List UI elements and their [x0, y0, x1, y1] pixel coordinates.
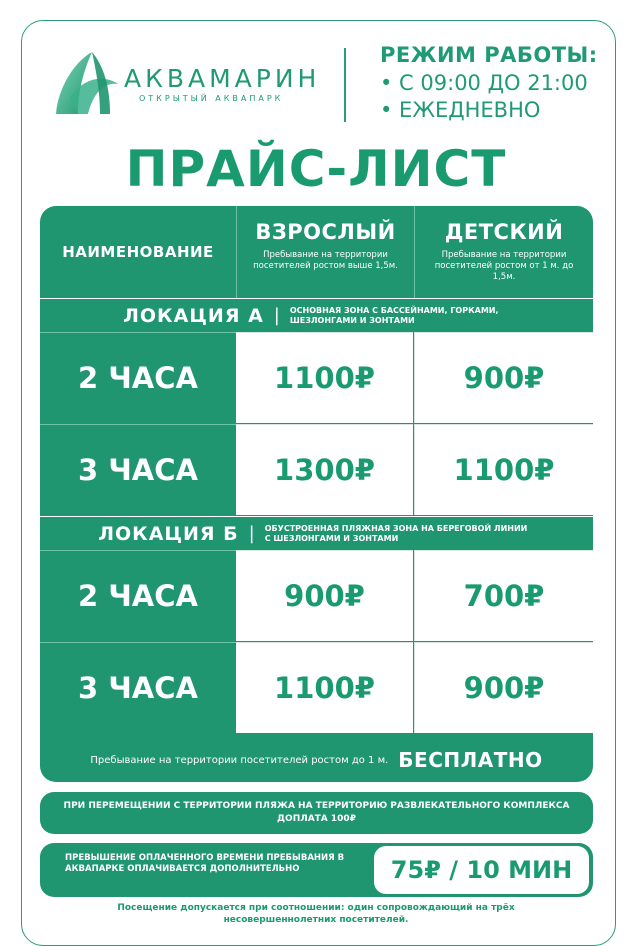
free-entry-note: Пребывание на территории посетителей ростом до 1 м. — [90, 754, 389, 766]
price-adult: 1100₽ — [236, 332, 413, 423]
overtime-text: ПРЕВЫШЕНИЕ ОПЛАЧЕННОГО ВРЕМЕНИ ПРЕБЫВАНИЯ В АКВАПАРКЕ ОПЛАЧИВАЕТСЯ ДОПОЛНИТЕЛЬНО — [65, 853, 345, 874]
price-child: 900₽ — [414, 642, 593, 733]
free-entry-bar — [40, 738, 593, 782]
aquamarine-wave-logo — [48, 48, 122, 118]
header-child-title: ДЕТСКИЙ — [444, 220, 564, 244]
location-b-desc: ОБУСТРОЕННАЯ ПЛЯЖНАЯ ЗОНА НА БЕРЕГОВОЙ ЛИНИИ С ШЕЗЛОНГАМИ И ЗОНТАМИ — [264, 523, 528, 543]
hours-title: РЕЖИМ РАБОТЫ: — [380, 43, 598, 67]
row-label: 3 ЧАСА — [40, 642, 236, 733]
location-b-separator: | — [248, 523, 255, 544]
table-row — [40, 550, 593, 641]
price-child: 700₽ — [414, 550, 593, 641]
hours-time: • С 09:00 ДО 21:00 — [380, 71, 588, 95]
location-b-bar — [40, 516, 593, 550]
hours-days: • ЕЖЕДНЕВНО — [380, 98, 541, 122]
location-a-bar — [40, 298, 593, 332]
brand-name: АКВАМАРИН — [124, 64, 321, 93]
header-adult-title: ВЗРОСЛЫЙ — [255, 220, 396, 244]
overtime-price: 75₽ / 10 МИН — [374, 846, 589, 894]
table-row — [40, 332, 593, 423]
table-row — [40, 642, 593, 733]
row-label: 2 ЧАСА — [40, 332, 236, 423]
header-adult — [236, 206, 414, 298]
surcharge-notice: ПРИ ПЕРЕМЕЩЕНИИ С ТЕРРИТОРИИ ПЛЯЖА НА ТЕРРИТОРИЮ РАЗВЛЕКАТЕЛЬНОГО КОМПЛЕКСА ДОПЛАТА 100₽ — [40, 792, 593, 834]
row-label: 3 ЧАСА — [40, 424, 236, 515]
page-title: ПРАЙС-ЛИСТ — [125, 140, 507, 198]
free-entry-value: БЕСПЛАТНО — [398, 748, 543, 772]
price-child: 900₽ — [414, 332, 593, 423]
header-child — [414, 206, 593, 298]
brand-subtitle: ОТКРЫТЫЙ АКВАПАРК — [139, 94, 284, 103]
location-a-separator: | — [273, 305, 280, 326]
footer-note: Посещение допускается при соотношении: один сопровождающий на трёх несовершеннолетних посетителей. — [117, 903, 515, 925]
location-a-name: ЛОКАЦИЯ А — [123, 304, 264, 327]
price-adult: 1300₽ — [236, 424, 413, 515]
location-a-desc: ОСНОВНАЯ ЗОНА С БАССЕЙНАМИ, ГОРКАМИ, ШЕЗЛОНГАМИ И ЗОНТАМИ — [289, 305, 499, 325]
price-adult: 1100₽ — [236, 642, 413, 733]
header-name: НАИМЕНОВАНИЕ — [62, 243, 214, 261]
row-label: 2 ЧАСА — [40, 550, 236, 641]
overtime-box — [40, 843, 593, 897]
header-adult-note: Пребывание на территории посетителей ростом выше 1,5м. — [253, 250, 398, 271]
header-child-note: Пребывание на территории посетителей ростом от 1 м. до 1,5м. — [434, 250, 574, 282]
price-child: 1100₽ — [414, 424, 593, 515]
table-row — [40, 424, 593, 515]
header-divider — [344, 48, 346, 122]
price-table — [40, 206, 593, 782]
location-b-name: ЛОКАЦИЯ Б — [98, 522, 239, 545]
price-adult: 900₽ — [236, 550, 413, 641]
